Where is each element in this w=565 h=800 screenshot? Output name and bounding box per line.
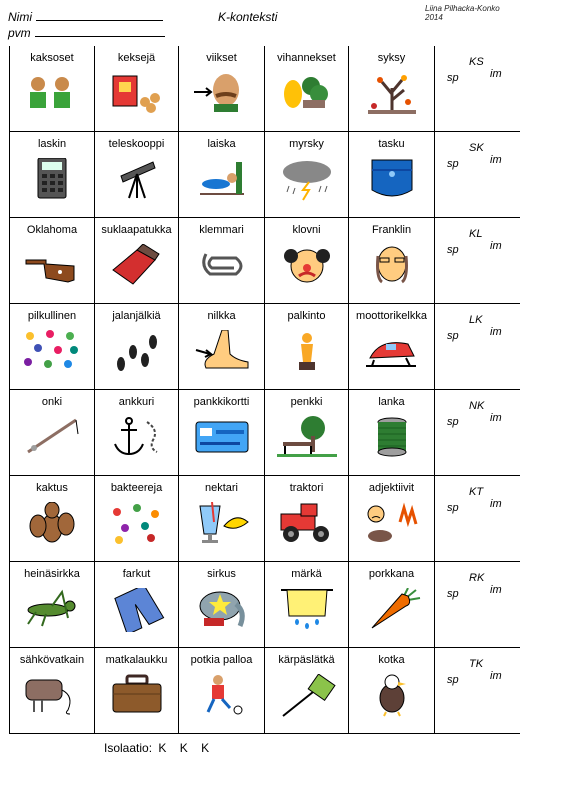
word-label: kaksoset: [30, 52, 74, 64]
cluster-cell: [435, 476, 520, 562]
word-card: [349, 562, 435, 648]
word-card: [349, 390, 435, 476]
word-label: märkä: [291, 568, 322, 580]
cluster-label: KL: [469, 228, 483, 240]
nectar-drink-icon: [192, 502, 252, 546]
word-card: [179, 132, 265, 218]
mustache-icon: [192, 72, 252, 116]
word-label: moottorikelkka: [356, 310, 427, 322]
word-label: Oklahoma: [26, 224, 78, 236]
word-card: [179, 218, 265, 304]
word-label: potkia palloa: [190, 654, 253, 666]
grasshopper-icon: [22, 588, 82, 632]
word-card: [9, 562, 95, 648]
isolation-label: Isolaatio:: [104, 741, 153, 755]
word-card: [95, 648, 179, 734]
adjectives-icon: [362, 502, 422, 546]
word-card: [9, 46, 95, 132]
calculator-icon: [22, 158, 82, 202]
storm-icon: [277, 158, 337, 202]
paperclip-icon: [192, 244, 252, 288]
word-label: kotka: [378, 654, 405, 666]
isolation-letter: K: [179, 741, 188, 755]
word-label: penkki: [290, 396, 323, 408]
word-label: pankkikortti: [193, 396, 250, 408]
mixer-icon: [22, 674, 82, 718]
word-card: [265, 304, 349, 390]
cluster-label: NK: [469, 400, 485, 412]
word-label: sähkövatkain: [19, 654, 85, 666]
word-card: [179, 390, 265, 476]
word-card: [179, 476, 265, 562]
wet-cloth-icon: [277, 588, 337, 632]
word-card: [95, 218, 179, 304]
im-label: im: [490, 584, 502, 596]
cluster-cell: [435, 304, 520, 390]
sp-label: sp: [447, 72, 459, 84]
fishing-rod-icon: [22, 416, 82, 460]
word-label: kärpäslätkä: [278, 654, 335, 666]
word-card: [9, 648, 95, 734]
carrot-icon: [362, 588, 422, 632]
author-name: Liina Pilhacka-Konko: [425, 4, 500, 13]
im-label: im: [490, 240, 502, 252]
franklin-icon: [362, 244, 422, 288]
im-label: im: [490, 154, 502, 166]
cactus-icon: [22, 502, 82, 546]
word-label: jalanjälkiä: [112, 310, 161, 322]
cluster-label: KT: [469, 486, 484, 498]
anchor-icon: [107, 416, 167, 460]
word-label: tasku: [378, 138, 405, 150]
word-card: [349, 476, 435, 562]
word-label: lanka: [378, 396, 405, 408]
biscuits-icon: [107, 72, 167, 116]
word-card: [349, 304, 435, 390]
word-card: [349, 132, 435, 218]
cluster-cell: [435, 218, 520, 304]
cluster-cell: [435, 562, 520, 648]
cluster-cell: [435, 648, 520, 734]
word-label: heinäsirkka: [24, 568, 80, 580]
cluster-label: LK: [469, 314, 483, 326]
author-credit: [425, 4, 500, 22]
im-label: im: [490, 670, 502, 682]
tractor-icon: [277, 502, 337, 546]
word-label: sirkus: [207, 568, 236, 580]
suitcase-icon: [107, 674, 167, 718]
sp-label: sp: [447, 244, 459, 256]
word-label: adjektiivit: [368, 482, 415, 494]
word-label: bakteereja: [110, 482, 163, 494]
pocket-icon: [362, 158, 422, 202]
bank-card-icon: [192, 416, 252, 460]
word-card: [265, 390, 349, 476]
name-line: [36, 10, 163, 21]
vegetables-icon: [277, 72, 337, 116]
bacteria-icon: [107, 502, 167, 546]
lazy-person-icon: [192, 158, 252, 202]
isolation-line: [104, 741, 209, 755]
cluster-label: SK: [469, 142, 484, 154]
cluster-cell: [435, 132, 520, 218]
footprints-icon: [107, 330, 167, 374]
word-card: [95, 476, 179, 562]
sp-label: sp: [447, 158, 459, 170]
autumn-tree-icon: [362, 72, 422, 116]
word-card: [9, 390, 95, 476]
dots-icon: [22, 330, 82, 374]
word-card: [95, 390, 179, 476]
word-card: [9, 304, 95, 390]
word-card: [265, 218, 349, 304]
word-card: [349, 218, 435, 304]
word-label: onki: [41, 396, 63, 408]
cluster-cell: [435, 46, 520, 132]
isolation-letter: K: [201, 741, 210, 755]
word-label: keksejä: [117, 52, 156, 64]
name-label: Nimi: [8, 10, 32, 24]
cluster-label: KS: [469, 56, 484, 68]
name-field: [8, 10, 163, 24]
word-label: syksy: [377, 52, 406, 64]
im-label: im: [490, 68, 502, 80]
date-label: pvm: [8, 26, 31, 40]
word-label: traktori: [289, 482, 324, 494]
word-label: teleskooppi: [108, 138, 165, 150]
author-year: 2014: [425, 13, 443, 22]
word-card: [265, 476, 349, 562]
word-label: matkalaukku: [105, 654, 168, 666]
eagle-icon: [362, 674, 422, 718]
oklahoma-map-icon: [22, 244, 82, 288]
isolation-letter: K: [158, 741, 167, 755]
chocolate-bar-icon: [107, 244, 167, 288]
date-field: [8, 26, 165, 40]
word-card: [9, 476, 95, 562]
word-label: palkinto: [287, 310, 326, 322]
word-label: myrsky: [289, 138, 324, 150]
cluster-label: RK: [469, 572, 485, 584]
word-card: [179, 304, 265, 390]
clown-icon: [277, 244, 337, 288]
cluster-cell: [435, 390, 520, 476]
word-label: klovni: [292, 224, 321, 236]
word-card: [179, 648, 265, 734]
im-label: im: [490, 498, 502, 510]
cluster-label: TK: [469, 658, 484, 670]
word-card: [265, 132, 349, 218]
word-card: [95, 562, 179, 648]
word-label: ankkuri: [118, 396, 155, 408]
kick-ball-icon: [192, 674, 252, 718]
word-card: [95, 132, 179, 218]
date-line: [35, 26, 165, 37]
word-label: viikset: [206, 52, 237, 64]
word-card: [349, 46, 435, 132]
im-label: im: [490, 326, 502, 338]
word-card: [95, 304, 179, 390]
word-card: [179, 46, 265, 132]
word-label: Franklin: [371, 224, 412, 236]
word-card: [265, 648, 349, 734]
word-label: nilkka: [207, 310, 236, 322]
word-label: porkkana: [368, 568, 415, 580]
word-card: [265, 562, 349, 648]
sp-label: sp: [447, 502, 459, 514]
word-card: [349, 648, 435, 734]
sp-label: sp: [447, 674, 459, 686]
jeans-icon: [107, 588, 167, 632]
page-title: K-konteksti: [218, 10, 278, 24]
word-label: kaktus: [36, 482, 68, 494]
ankle-icon: [192, 330, 252, 374]
sp-label: sp: [447, 330, 459, 342]
word-label: nektari: [204, 482, 239, 494]
word-label: laskin: [37, 138, 67, 150]
twins-icon: [22, 72, 82, 116]
word-label: farkut: [122, 568, 151, 580]
sp-label: sp: [447, 588, 459, 600]
telescope-icon: [107, 158, 167, 202]
word-label: klemmari: [199, 224, 244, 236]
word-card: [9, 132, 95, 218]
word-label: suklaapatukka: [101, 224, 172, 236]
word-card: [179, 562, 265, 648]
word-label: laiska: [207, 138, 236, 150]
word-card: [95, 46, 179, 132]
yarn-spool-icon: [362, 416, 422, 460]
word-label: pilkullinen: [27, 310, 77, 322]
fly-swatter-icon: [277, 674, 337, 718]
word-card: [265, 46, 349, 132]
word-card: [9, 218, 95, 304]
bench-icon: [277, 416, 337, 460]
circus-elephant-icon: [192, 588, 252, 632]
im-label: im: [490, 412, 502, 424]
word-grid: [9, 46, 520, 734]
word-label: vihannekset: [277, 52, 336, 64]
snowmobile-icon: [362, 330, 422, 374]
trophy-icon: [277, 330, 337, 374]
sp-label: sp: [447, 416, 459, 428]
